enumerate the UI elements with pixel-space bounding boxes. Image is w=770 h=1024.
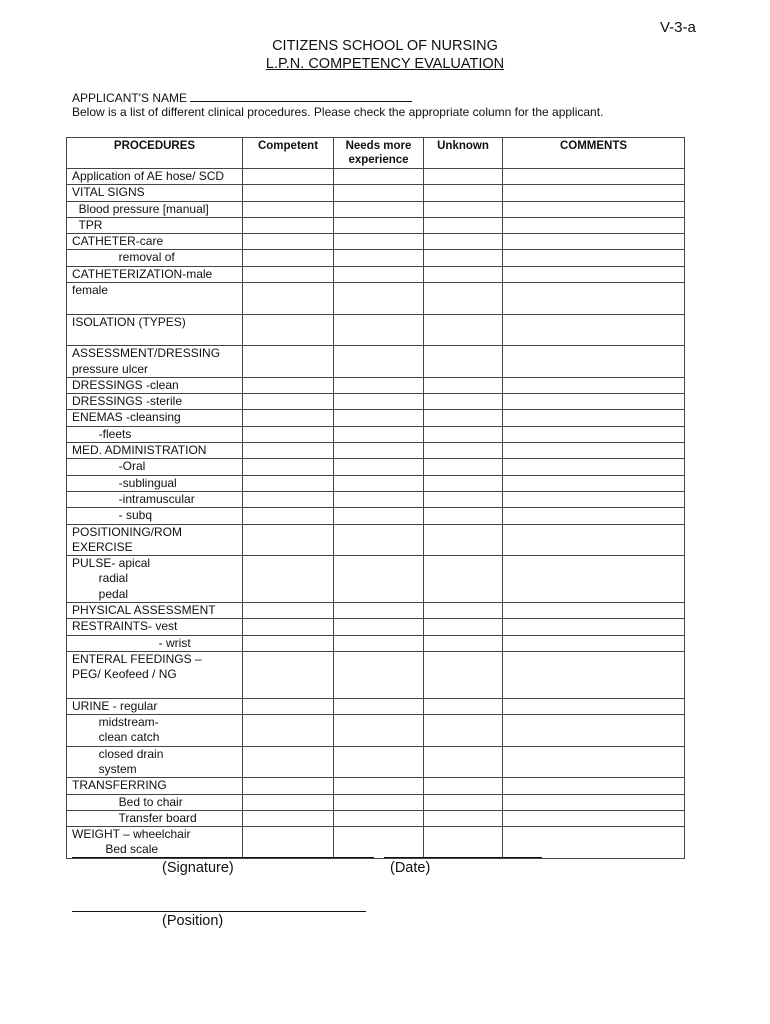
comments-cell[interactable] xyxy=(503,459,685,475)
comments-cell[interactable] xyxy=(503,426,685,442)
needs-more-experience-cell[interactable] xyxy=(334,266,424,282)
needs-more-experience-cell[interactable] xyxy=(334,556,424,603)
procedure-text xyxy=(72,298,242,313)
unknown-cell[interactable] xyxy=(424,475,503,491)
competent-cell[interactable] xyxy=(243,377,334,393)
unknown-cell[interactable] xyxy=(424,250,503,266)
procedure-cell xyxy=(67,410,243,426)
table-row xyxy=(67,234,685,250)
procedure-cell xyxy=(67,698,243,714)
table-row xyxy=(67,201,685,217)
unknown-cell[interactable] xyxy=(424,746,503,778)
needs-more-experience-cell[interactable] xyxy=(334,169,424,185)
needs-more-experience-cell[interactable] xyxy=(334,185,424,201)
procedure-text: DRESSINGS -sterile xyxy=(72,394,183,409)
procedure-text: URINE - regular xyxy=(72,698,158,713)
comments-cell[interactable] xyxy=(503,250,685,266)
unknown-cell[interactable] xyxy=(424,794,503,810)
needs-more-experience-cell[interactable] xyxy=(334,283,424,315)
procedure-text: Blood pressure [manual] xyxy=(72,201,209,216)
comments-cell[interactable] xyxy=(503,603,685,619)
procedures-table xyxy=(66,137,685,859)
procedure-text: ASSESSMENT/DRESSING xyxy=(72,346,221,361)
procedure-text: Bed to chair xyxy=(72,794,183,809)
procedure-text: CATHETER-care xyxy=(72,234,164,249)
procedure-cell xyxy=(67,491,243,507)
unknown-cell[interactable] xyxy=(424,778,503,794)
needs-more-experience-cell[interactable] xyxy=(334,234,424,250)
applicant-name-label: APPLICANT'S NAME xyxy=(72,91,187,105)
comments-cell[interactable] xyxy=(503,394,685,410)
procedure-text: - subq xyxy=(72,508,153,523)
unknown-cell[interactable] xyxy=(424,169,503,185)
procedure-text: pressure ulcer xyxy=(72,361,149,376)
table-row xyxy=(67,475,685,491)
procedure-text: removal of xyxy=(72,250,175,265)
procedure-text: ISOLATION (TYPES) xyxy=(72,314,186,329)
procedure-text: TRANSFERRING xyxy=(72,778,167,793)
needs-more-experience-cell[interactable] xyxy=(334,827,424,859)
unknown-cell[interactable] xyxy=(424,651,503,698)
table-row xyxy=(67,459,685,475)
competent-cell[interactable] xyxy=(243,556,334,603)
comments-cell[interactable] xyxy=(503,283,685,315)
needs-more-experience-cell[interactable] xyxy=(334,746,424,778)
header-comments: COMMENTS xyxy=(503,138,685,169)
needs-more-experience-cell[interactable] xyxy=(334,410,424,426)
unknown-cell[interactable] xyxy=(424,459,503,475)
table-row xyxy=(67,426,685,442)
procedure-cell xyxy=(67,443,243,459)
unknown-cell[interactable] xyxy=(424,443,503,459)
competent-cell[interactable] xyxy=(243,491,334,507)
unknown-cell[interactable] xyxy=(424,426,503,442)
procedure-text xyxy=(72,330,242,345)
procedure-cell xyxy=(67,377,243,393)
comments-cell[interactable] xyxy=(503,377,685,393)
competent-cell[interactable] xyxy=(243,346,334,378)
competent-cell[interactable] xyxy=(243,459,334,475)
table-row xyxy=(67,635,685,651)
table-row xyxy=(67,314,685,346)
needs-more-experience-cell[interactable] xyxy=(334,426,424,442)
procedure-cell xyxy=(67,619,243,635)
competent-cell[interactable] xyxy=(243,410,334,426)
unknown-cell[interactable] xyxy=(424,524,503,556)
competent-cell[interactable] xyxy=(243,266,334,282)
unknown-cell[interactable] xyxy=(424,556,503,603)
table-row xyxy=(67,715,685,747)
competent-cell[interactable] xyxy=(243,475,334,491)
comments-cell[interactable] xyxy=(503,635,685,651)
unknown-cell[interactable] xyxy=(424,394,503,410)
comments-cell[interactable] xyxy=(503,827,685,859)
table-row xyxy=(67,508,685,524)
unknown-cell[interactable] xyxy=(424,201,503,217)
needs-more-experience-cell[interactable] xyxy=(334,698,424,714)
procedure-text: PULSE- apical xyxy=(72,556,151,571)
competent-cell[interactable] xyxy=(243,635,334,651)
unknown-cell[interactable] xyxy=(424,217,503,233)
needs-more-experience-cell[interactable] xyxy=(334,635,424,651)
procedure-text: Transfer board xyxy=(72,810,197,825)
table-row xyxy=(67,377,685,393)
procedure-text xyxy=(72,683,242,698)
procedure-cell xyxy=(67,314,243,346)
procedure-cell xyxy=(67,746,243,778)
comments-cell[interactable] xyxy=(503,201,685,217)
competent-cell[interactable] xyxy=(243,619,334,635)
needs-more-experience-cell[interactable] xyxy=(334,459,424,475)
procedure-text: MED. ADMINISTRATION xyxy=(72,443,207,458)
procedure-text: CATHETERIZATION-male xyxy=(72,266,213,281)
unknown-cell[interactable] xyxy=(424,635,503,651)
procedure-text: ENTERAL FEEDINGS – xyxy=(72,651,202,666)
competent-cell[interactable] xyxy=(243,283,334,315)
comments-cell[interactable] xyxy=(503,266,685,282)
procedure-text: WEIGHT – wheelchair xyxy=(72,827,191,842)
procedure-cell xyxy=(67,234,243,250)
table-row xyxy=(67,266,685,282)
procedure-cell xyxy=(67,794,243,810)
school-title: CITIZENS SCHOOL OF NURSING xyxy=(272,38,498,54)
unknown-cell[interactable] xyxy=(424,827,503,859)
competent-cell[interactable] xyxy=(243,698,334,714)
comments-cell[interactable] xyxy=(503,475,685,491)
table-row xyxy=(67,250,685,266)
competent-cell[interactable] xyxy=(243,778,334,794)
competent-cell[interactable] xyxy=(243,524,334,556)
comments-cell[interactable] xyxy=(503,346,685,378)
needs-more-experience-cell[interactable] xyxy=(334,217,424,233)
competent-cell[interactable] xyxy=(243,250,334,266)
table-row xyxy=(67,346,685,378)
needs-more-experience-cell[interactable] xyxy=(334,794,424,810)
comments-cell[interactable] xyxy=(503,715,685,747)
procedure-cell xyxy=(67,524,243,556)
procedure-cell xyxy=(67,827,243,859)
procedure-text: ENEMAS -cleansing xyxy=(72,410,181,425)
needs-more-experience-cell[interactable] xyxy=(334,810,424,826)
position-label: (Position) xyxy=(162,913,224,929)
unknown-cell[interactable] xyxy=(424,619,503,635)
header xyxy=(0,37,770,73)
procedure-text: pedal xyxy=(72,586,129,601)
needs-more-experience-cell[interactable] xyxy=(334,491,424,507)
header-needs-more-experience: Needs more experience xyxy=(334,138,424,169)
needs-more-experience-cell[interactable] xyxy=(334,250,424,266)
needs-more-experience-cell[interactable] xyxy=(334,508,424,524)
needs-more-experience-cell[interactable] xyxy=(334,377,424,393)
needs-more-experience-cell[interactable] xyxy=(334,394,424,410)
competent-cell[interactable] xyxy=(243,234,334,250)
procedure-cell xyxy=(67,346,243,378)
comments-cell[interactable] xyxy=(503,619,685,635)
procedure-text: - wrist xyxy=(72,635,191,650)
table-row xyxy=(67,185,685,201)
needs-more-experience-cell[interactable] xyxy=(334,524,424,556)
procedure-text: -sublingual xyxy=(72,475,177,490)
comments-cell[interactable] xyxy=(503,314,685,346)
procedure-cell xyxy=(67,185,243,201)
unknown-cell[interactable] xyxy=(424,715,503,747)
table-row xyxy=(67,443,685,459)
comments-cell[interactable] xyxy=(503,651,685,698)
competent-cell[interactable] xyxy=(243,443,334,459)
procedure-cell xyxy=(67,651,243,698)
unknown-cell[interactable] xyxy=(424,810,503,826)
unknown-cell[interactable] xyxy=(424,508,503,524)
comments-cell[interactable] xyxy=(503,491,685,507)
procedure-cell xyxy=(67,283,243,315)
comments-cell[interactable] xyxy=(503,556,685,603)
comments-cell[interactable] xyxy=(503,217,685,233)
comments-cell[interactable] xyxy=(503,810,685,826)
table-row xyxy=(67,827,685,859)
procedure-cell xyxy=(67,266,243,282)
needs-more-experience-cell[interactable] xyxy=(334,619,424,635)
procedure-cell xyxy=(67,201,243,217)
competent-cell[interactable] xyxy=(243,169,334,185)
procedure-text: Bed scale xyxy=(72,842,159,857)
competent-cell[interactable] xyxy=(243,810,334,826)
table-row xyxy=(67,619,685,635)
procedure-cell xyxy=(67,715,243,747)
unknown-cell[interactable] xyxy=(424,185,503,201)
procedure-text: -Oral xyxy=(72,459,146,474)
procedure-cell xyxy=(67,556,243,603)
procedure-text: Application of AE hose/ SCD xyxy=(72,169,225,183)
procedure-text: system xyxy=(72,761,137,776)
competent-cell[interactable] xyxy=(243,185,334,201)
comments-cell[interactable] xyxy=(503,746,685,778)
table-row xyxy=(67,603,685,619)
procedure-text: POSITIONING/ROM xyxy=(72,524,183,539)
needs-more-experience-cell[interactable] xyxy=(334,346,424,378)
signature-line[interactable] xyxy=(72,857,374,858)
unknown-cell[interactable] xyxy=(424,283,503,315)
header-competent: Competent xyxy=(243,138,334,169)
procedure-cell xyxy=(67,635,243,651)
comments-cell[interactable] xyxy=(503,524,685,556)
competent-cell[interactable] xyxy=(243,746,334,778)
table-row xyxy=(67,651,685,698)
table-row xyxy=(67,746,685,778)
competent-cell[interactable] xyxy=(243,651,334,698)
table-row xyxy=(67,394,685,410)
table-row xyxy=(67,524,685,556)
procedure-cell xyxy=(67,426,243,442)
procedure-text: TPR xyxy=(72,217,103,232)
procedure-cell xyxy=(67,250,243,266)
procedure-text: VITAL SIGNS xyxy=(72,185,145,200)
unknown-cell[interactable] xyxy=(424,314,503,346)
procedure-text: -fleets xyxy=(72,426,132,441)
competent-cell[interactable] xyxy=(243,715,334,747)
competent-cell[interactable] xyxy=(243,603,334,619)
competent-cell[interactable] xyxy=(243,394,334,410)
procedure-text: -intramuscular xyxy=(72,491,195,506)
table-row xyxy=(67,794,685,810)
competent-cell[interactable] xyxy=(243,794,334,810)
needs-more-experience-cell[interactable] xyxy=(334,314,424,346)
competent-cell[interactable] xyxy=(243,508,334,524)
procedure-text: PHYSICAL ASSESSMENT xyxy=(72,603,216,618)
needs-more-experience-cell[interactable] xyxy=(334,778,424,794)
needs-more-experience-cell[interactable] xyxy=(334,651,424,698)
unknown-cell[interactable] xyxy=(424,377,503,393)
procedure-text: EXERCISE xyxy=(72,539,133,554)
date-label: (Date) xyxy=(390,860,431,876)
procedure-text: DRESSINGS -clean xyxy=(72,377,179,392)
needs-more-experience-cell[interactable] xyxy=(334,715,424,747)
table-row xyxy=(67,491,685,507)
needs-more-experience-cell[interactable] xyxy=(334,201,424,217)
needs-more-experience-cell[interactable] xyxy=(334,475,424,491)
procedure-cell xyxy=(67,603,243,619)
table-row xyxy=(67,810,685,826)
unknown-cell[interactable] xyxy=(424,603,503,619)
comments-cell[interactable] xyxy=(503,185,685,201)
procedure-cell xyxy=(67,459,243,475)
procedure-text: closed drain xyxy=(72,746,164,761)
needs-more-experience-cell[interactable] xyxy=(334,443,424,459)
header-procedures: PROCEDURES xyxy=(67,138,243,169)
procedure-cell xyxy=(67,810,243,826)
comments-cell[interactable] xyxy=(503,234,685,250)
comments-cell[interactable] xyxy=(503,794,685,810)
table-row xyxy=(67,556,685,603)
competent-cell[interactable] xyxy=(243,426,334,442)
table-row xyxy=(67,169,685,185)
date-line[interactable] xyxy=(384,857,542,858)
procedure-cell xyxy=(67,508,243,524)
instructions: Below is a list of different clinical procedures. Please check the appropriate column for the applicant. xyxy=(72,105,604,119)
comments-cell[interactable] xyxy=(503,443,685,459)
table-body xyxy=(67,169,685,859)
competent-cell[interactable] xyxy=(243,314,334,346)
table-row xyxy=(67,698,685,714)
needs-more-experience-cell[interactable] xyxy=(334,603,424,619)
table-row xyxy=(67,410,685,426)
comments-cell[interactable] xyxy=(503,778,685,794)
procedure-text: midstream- xyxy=(72,715,159,730)
signature-label: (Signature) xyxy=(162,860,234,876)
procedure-text: PEG/ Keofeed / NG xyxy=(72,667,177,682)
position-line[interactable] xyxy=(72,911,366,912)
unknown-cell[interactable] xyxy=(424,491,503,507)
procedure-cell xyxy=(67,394,243,410)
applicant-name-line[interactable] xyxy=(190,90,412,102)
comments-cell[interactable] xyxy=(503,410,685,426)
unknown-cell[interactable] xyxy=(424,346,503,378)
competent-cell[interactable] xyxy=(243,217,334,233)
table-row xyxy=(67,778,685,794)
form-title: L.P.N. COMPETENCY EVALUATION xyxy=(265,56,505,72)
competent-cell[interactable] xyxy=(243,827,334,859)
competent-cell[interactable] xyxy=(243,201,334,217)
procedure-cell xyxy=(67,169,243,185)
procedure-cell xyxy=(67,778,243,794)
unknown-cell[interactable] xyxy=(424,234,503,250)
document-code: V-3-a xyxy=(660,19,696,36)
unknown-cell[interactable] xyxy=(424,266,503,282)
applicant-name-field[interactable] xyxy=(72,90,412,105)
table-row xyxy=(67,217,685,233)
procedure-text: clean catch xyxy=(72,730,160,745)
procedure-cell xyxy=(67,217,243,233)
table-row xyxy=(67,283,685,315)
comments-cell[interactable] xyxy=(503,169,685,185)
unknown-cell[interactable] xyxy=(424,410,503,426)
procedure-cell xyxy=(67,475,243,491)
procedure-text: RESTRAINTS- vest xyxy=(72,619,178,634)
unknown-cell[interactable] xyxy=(424,698,503,714)
comments-cell[interactable] xyxy=(503,698,685,714)
procedure-text: radial xyxy=(72,571,129,586)
procedure-text: female xyxy=(72,283,109,298)
comments-cell[interactable] xyxy=(503,508,685,524)
header-unknown: Unknown xyxy=(424,138,503,169)
